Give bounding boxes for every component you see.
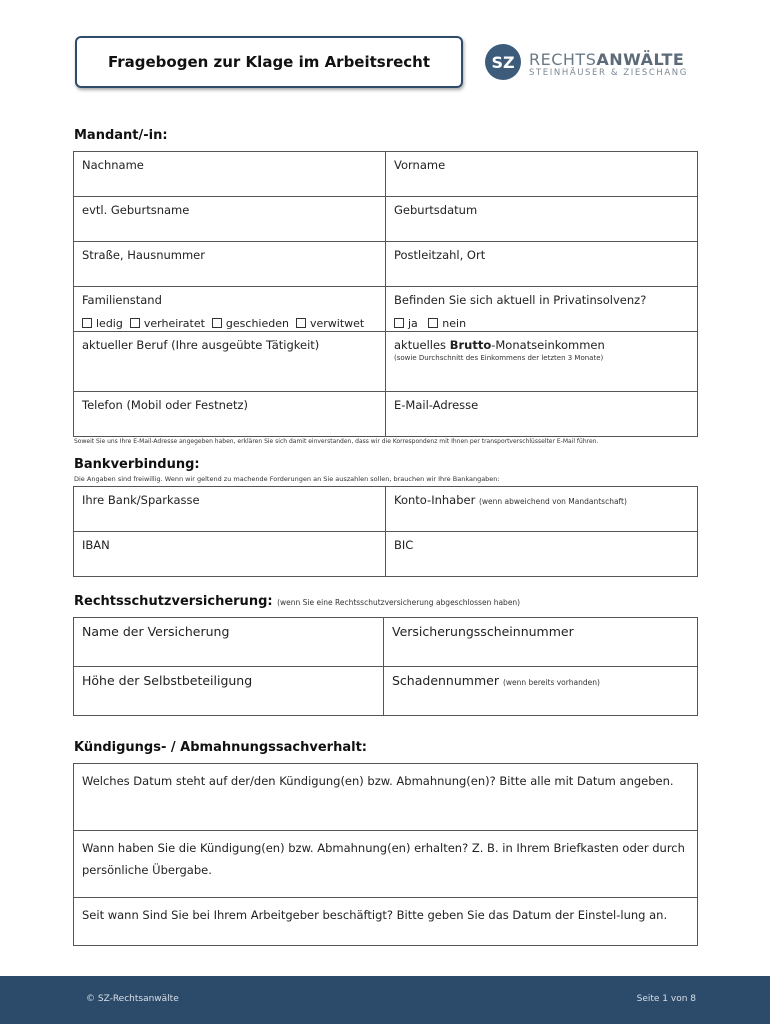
ja-checkbox[interactable]: [394, 318, 404, 328]
rsv-heading: Rechtsschutzversicherung: (wenn Sie eine Rechtsschutzversicherung abgeschlossen haben): [74, 594, 521, 609]
footer-copyright: © SZ-Rechtsanwälte: [86, 994, 179, 1004]
logo-emblem-icon: [483, 42, 523, 82]
geburtsdatum-field[interactable]: Geburtsdatum: [386, 197, 698, 242]
bank-name-field[interactable]: Ihre Bank/Sparkasse: [74, 487, 386, 532]
bic-field[interactable]: BIC: [386, 532, 698, 577]
mandant-table: [73, 151, 698, 437]
geschieden-checkbox[interactable]: [212, 318, 222, 328]
plz-ort-field[interactable]: Postleitzahl, Ort: [386, 242, 698, 287]
bank-heading: Bankverbindung:: [74, 457, 200, 472]
kuendigung-datum-field[interactable]: Welches Datum steht auf der/den Kündigung(en) bzw. Abmahnung(en)? Bitte alle mit Datum angeben.: [74, 764, 698, 831]
logo-subline: STEINHÄUSER & ZIESCHANG: [529, 68, 688, 78]
beschaeftigt-seit-field[interactable]: Seit wann Sind Sie bei Ihrem Arbeitgeber beschäftigt? Bitte geben Sie das Datum der Einstel-lung an.: [74, 898, 698, 946]
geburtsname-field[interactable]: evtl. Geburtsname: [74, 197, 386, 242]
svg-text:SZ: SZ: [491, 53, 515, 72]
beruf-field[interactable]: aktueller Beruf (Ihre ausgeübte Tätigkeit): [74, 332, 386, 392]
privatinsolvenz-field: Befinden Sie sich aktuell in Privatinsolvenz? ja nein: [386, 287, 698, 332]
ledig-checkbox[interactable]: [82, 318, 92, 328]
mandant-heading: Mandant/-in:: [74, 128, 168, 143]
nachname-field[interactable]: Nachname: [74, 152, 386, 197]
vorname-field[interactable]: Vorname: [386, 152, 698, 197]
email-field[interactable]: E-Mail-Adresse: [386, 392, 698, 437]
kuendigung-heading: Kündigungs- / Abmahnungssachverhalt:: [74, 740, 367, 755]
page-footer: [0, 976, 770, 1024]
telefon-field[interactable]: Telefon (Mobil oder Festnetz): [74, 392, 386, 437]
konto-inhaber-field[interactable]: Konto-Inhaber (wenn abweichend von Mandantschaft): [386, 487, 698, 532]
kuendigung-table: [73, 763, 698, 946]
schadennummer-field[interactable]: Schadennummer (wenn bereits vorhanden): [384, 667, 698, 716]
familienstand-field: Familienstand ledig verheiratet geschieden verwitwet: [74, 287, 386, 332]
bank-table: [73, 486, 698, 577]
email-consent-note: Soweit Sie uns Ihre E-Mail-Adresse angegeben haben, erklären Sie sich damit einverstanden, dass wir die Korrespondenz mit Ihnen per transportverschlüsselter E-Mail führen.: [74, 438, 599, 445]
versicherungsschein-field[interactable]: Versicherungsscheinnummer: [384, 618, 698, 667]
rsv-table: [73, 617, 698, 716]
einkommen-field[interactable]: aktuelles Brutto-Monatseinkommen (sowie Durchschnitt des Einkommens der letzten 3 Monate): [386, 332, 698, 392]
document-title: Fragebogen zur Klage im Arbeitsrecht: [75, 36, 463, 88]
selbstbeteiligung-field[interactable]: Höhe der Selbstbeteiligung: [74, 667, 384, 716]
strasse-field[interactable]: Straße, Hausnummer: [74, 242, 386, 287]
verheiratet-checkbox[interactable]: [130, 318, 140, 328]
company-logo: [483, 42, 703, 82]
versicherung-name-field[interactable]: Name der Versicherung: [74, 618, 384, 667]
logo-wordmark: RECHTSANWÄLTE: [529, 50, 685, 69]
iban-field[interactable]: IBAN: [74, 532, 386, 577]
bank-note: Die Angaben sind freiwillig. Wenn wir geltend zu machende Forderungen an Sie auszahlen sollen, brauchen wir Ihre Bankangaben:: [74, 475, 500, 483]
nein-checkbox[interactable]: [428, 318, 438, 328]
footer-page-number: Seite 1 von 8: [636, 994, 696, 1004]
verwitwet-checkbox[interactable]: [296, 318, 306, 328]
kuendigung-erhalten-field[interactable]: Wann haben Sie die Kündigung(en) bzw. Abmahnung(en) erhalten? Z. B. in Ihrem Briefkasten oder durch persönliche Übergabe.: [74, 831, 698, 898]
